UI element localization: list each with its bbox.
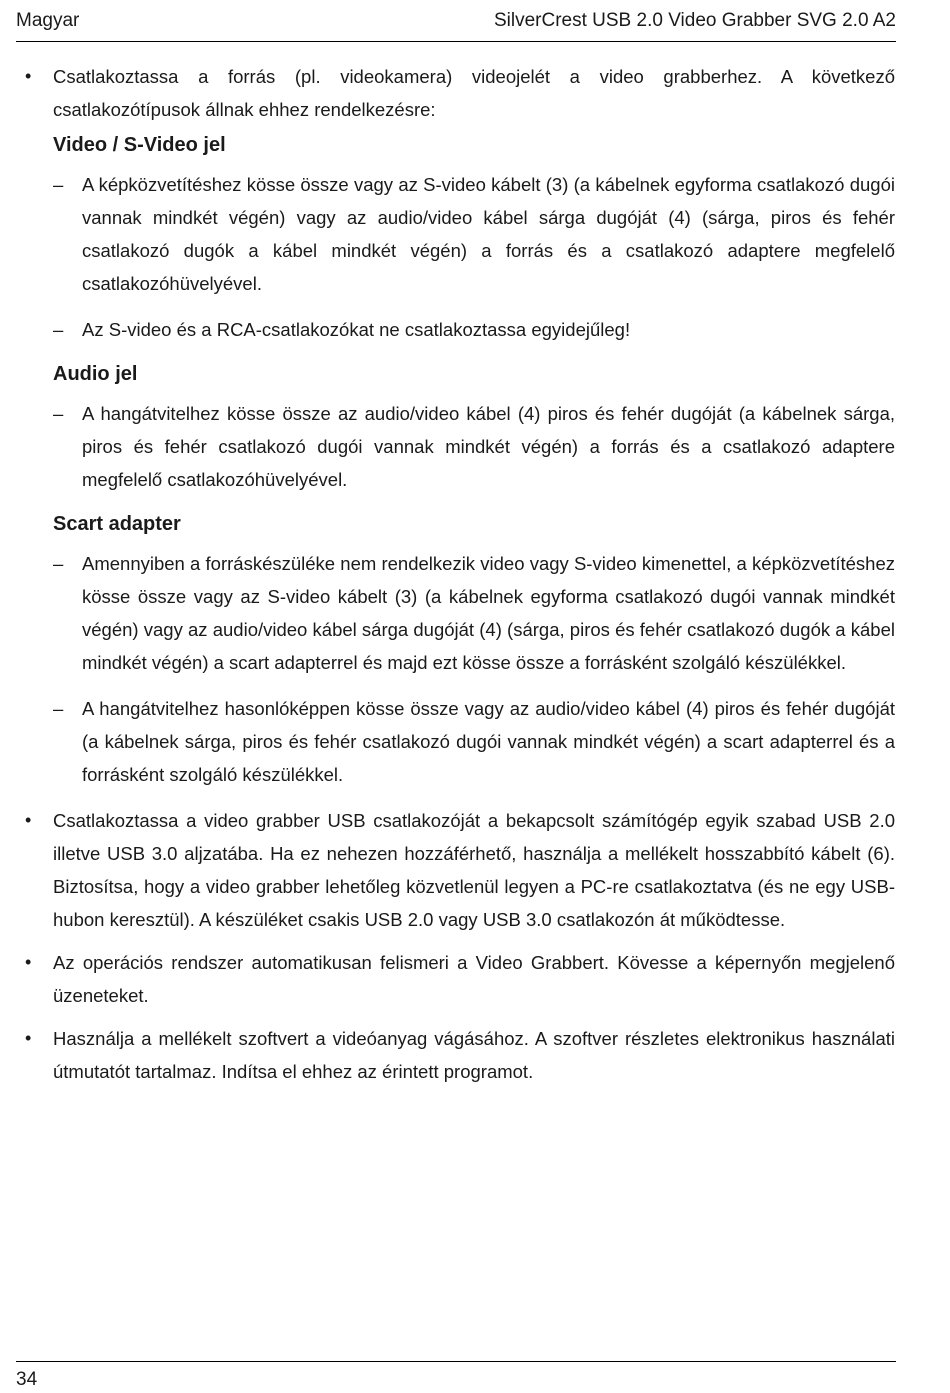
header-product-title: SilverCrest USB 2.0 Video Grabber SVG 2.0 A2 <box>493 10 896 31</box>
bullet-icon: • <box>25 810 32 830</box>
intro-bullet-text: Csatlakoztassa a forrás (pl. videokamera) videojelét a video grabberhez. A következő csatlakozótípusok állnak ehhez rendelkezésre: <box>53 66 895 120</box>
page-header <box>16 8 896 42</box>
dash-icon: – <box>53 698 64 719</box>
bullet-text: Csatlakoztassa a video grabber USB csatlakozóját a bekapcsolt számítógép egyik szabad USB 2.0 illetve USB 3.0 aljzatába. Ha ez nehezen hozzáférhető, használja a mellékelt hosszabbító kábelt (6). Biztosítsa, hogy a video grabber lehetőleg közvetlenül legyen a PC-re csatlakoztatva (és ne egy USB-hubon keresztül). A készüléket csakis USB 2.0 vagy USB 3.0 csatlakozón át működtesse. <box>53 810 895 930</box>
page-content <box>16 60 895 1098</box>
page-number: 34 <box>16 1369 38 1390</box>
dash-item-text: Amennyiben a forráskészüléke nem rendelkezik video vagy S-video kimenettel, a képközvetítéshez kösse össze vagy az S-video kábelt (3) (a kábelnek egyforma csatlakozó dugói vannak mindkét végén) vagy az audio/video kábel sárga dugóját (4) (sárga, piros és fehér csatlakozó dugók a kábel mindkét végén) a scart adapterrel és majd ezt kösse össze a forrásként szolgáló készülékkel. <box>82 553 895 673</box>
bullet-item <box>16 946 895 1012</box>
dash-item <box>53 692 895 791</box>
dash-item-text: Az S-video és a RCA-csatlakozókat ne csatlakoztassa egyidejűleg! <box>82 319 631 340</box>
header-language: Magyar <box>16 10 80 31</box>
dash-icon: – <box>53 174 64 195</box>
dash-icon: – <box>53 553 64 574</box>
dash-icon: – <box>53 403 64 424</box>
bullet-text: Az operációs rendszer automatikusan felismeri a Video Grabbert. Kövesse a képernyőn megjelenő üzeneteket. <box>53 952 895 1006</box>
dash-icon: – <box>53 319 64 340</box>
dash-item <box>53 397 895 496</box>
bullet-icon: • <box>25 952 32 972</box>
dash-item <box>53 168 895 300</box>
bullet-icon: • <box>25 66 32 86</box>
bullet-item <box>16 1022 895 1088</box>
dash-item-text: A hangátvitelhez kösse össze az audio/video kábel (4) piros és fehér dugóját (a kábelnek sárga, piros és fehér csatlakozó dugói vannak mindkét végén) a forrás és a csatlakozó adaptere megfelelő csatlakozóhüvelyével. <box>82 403 895 490</box>
section-heading-scart: Scart adapter <box>53 513 181 535</box>
section-heading-video: Video / S-Video jel <box>53 134 226 156</box>
dash-item <box>53 313 895 346</box>
bullet-item <box>16 804 895 936</box>
bullet-icon: • <box>25 1028 32 1048</box>
page-footer <box>16 1361 896 1393</box>
dash-item-text: A képközvetítéshez kösse össze vagy az S-video kábelt (3) (a kábelnek egyforma csatlakozó dugói vannak mindkét végén) vagy az audio/video kábel sárga dugóját (4) (sárga, piros és fehér csatlakozó dugók a kábel mindkét végén) a forrás és a csatlakozó adaptere megfelelő csatlakozóhüvelyével. <box>82 174 895 294</box>
section-heading-audio: Audio jel <box>53 363 138 385</box>
dash-item <box>53 547 895 679</box>
intro-bullet-item <box>16 60 895 791</box>
bullet-text: Használja a mellékelt szoftvert a videóanyag vágásához. A szoftver részletes elektronikus használati útmutatót tartalmaz. Indítsa el ehhez az érintett programot. <box>53 1028 895 1082</box>
dash-item-text: A hangátvitelhez hasonlóképpen kösse össze vagy az audio/video kábel (4) piros és fehér dugóját (a kábelnek sárga, piros és fehér csatlakozó dugói vannak mindkét végén) a scart adapterrel és a forrásként szolgáló készülékkel. <box>82 698 895 785</box>
